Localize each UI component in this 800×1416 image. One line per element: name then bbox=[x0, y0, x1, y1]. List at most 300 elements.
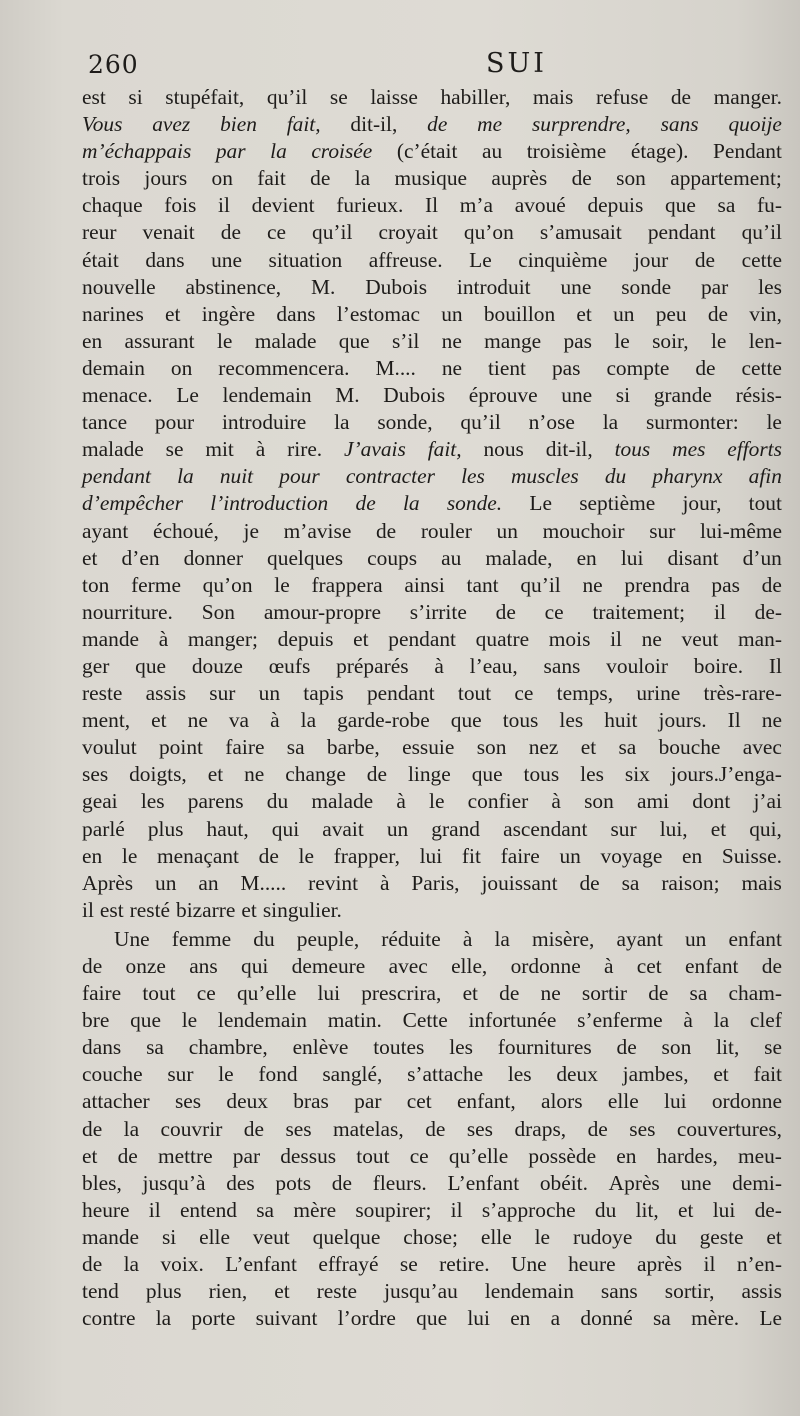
word: Après bbox=[608, 1170, 660, 1195]
word: tance bbox=[82, 410, 128, 435]
word: haut, bbox=[206, 816, 249, 841]
word: Son bbox=[201, 599, 235, 624]
word: en bbox=[682, 843, 703, 868]
word: obéit. bbox=[539, 1170, 588, 1195]
word: étage). bbox=[630, 139, 689, 164]
word: il bbox=[703, 1252, 716, 1277]
text-line bbox=[82, 897, 782, 924]
word: à bbox=[270, 708, 280, 733]
word: il bbox=[148, 1197, 161, 1222]
word: manger. bbox=[713, 85, 782, 109]
text-line bbox=[82, 518, 782, 545]
word: linge bbox=[407, 762, 451, 787]
word: dit-il, bbox=[545, 437, 593, 462]
word: bouillon bbox=[483, 301, 556, 326]
word: et bbox=[462, 981, 478, 1006]
word: lui bbox=[620, 545, 644, 570]
word: demeure bbox=[291, 954, 366, 978]
word: et bbox=[678, 1197, 694, 1222]
word: un bbox=[441, 301, 463, 326]
word: quelque bbox=[312, 1224, 381, 1249]
word: réduite bbox=[381, 926, 441, 951]
text-line bbox=[82, 653, 782, 680]
word: soupirer; bbox=[355, 1197, 432, 1222]
word: la bbox=[334, 410, 350, 435]
word: qui, bbox=[749, 816, 782, 841]
word: urine bbox=[636, 681, 681, 706]
word: qu’elle bbox=[236, 981, 297, 1006]
word: toutes bbox=[373, 1035, 425, 1060]
word: de bbox=[310, 166, 331, 191]
word: mère bbox=[293, 1197, 337, 1222]
word: affreuse. bbox=[368, 247, 443, 272]
text-line bbox=[82, 138, 782, 165]
word: et bbox=[241, 897, 257, 922]
word: pharynx bbox=[652, 464, 723, 489]
word: manger; bbox=[187, 626, 258, 651]
word: de bbox=[220, 220, 241, 245]
text-line bbox=[82, 953, 782, 980]
word: donner bbox=[183, 545, 243, 570]
word: le bbox=[766, 410, 782, 435]
word: habiller, bbox=[440, 85, 511, 109]
word: un bbox=[496, 518, 518, 543]
word: que bbox=[450, 708, 482, 733]
word: efforts bbox=[727, 437, 782, 462]
word: se bbox=[329, 85, 348, 109]
word: bouche bbox=[658, 735, 721, 760]
word: nourriture. bbox=[82, 599, 173, 624]
word: qui bbox=[241, 954, 269, 978]
word: pas bbox=[711, 572, 740, 597]
text-line bbox=[82, 626, 782, 653]
word: les bbox=[758, 274, 782, 299]
word: ses bbox=[629, 1116, 656, 1141]
word: de bbox=[571, 166, 592, 191]
word: ne bbox=[244, 762, 265, 787]
word: quatre bbox=[475, 626, 530, 651]
word: ton bbox=[82, 572, 110, 597]
word: à bbox=[379, 870, 390, 895]
word: deux bbox=[556, 1062, 598, 1087]
word: le bbox=[614, 328, 630, 353]
word: faire bbox=[225, 735, 265, 760]
word: matelas, bbox=[333, 1116, 404, 1141]
word: au bbox=[481, 139, 503, 164]
word: assis bbox=[741, 1279, 782, 1304]
word: jours bbox=[144, 166, 188, 191]
word: Il bbox=[425, 193, 439, 218]
word: prescrira, bbox=[361, 981, 442, 1006]
word: bien bbox=[220, 112, 257, 137]
word: elle bbox=[199, 1224, 230, 1249]
word: auprès bbox=[491, 166, 548, 191]
word: chaque bbox=[82, 193, 143, 218]
text-line bbox=[82, 1224, 782, 1251]
word: mange bbox=[484, 328, 542, 353]
word: fois bbox=[164, 193, 197, 218]
word: ayant bbox=[82, 518, 129, 543]
word: sonde. bbox=[446, 491, 503, 516]
word: est bbox=[82, 85, 106, 109]
text-line bbox=[82, 707, 782, 734]
word: reste bbox=[316, 1279, 358, 1304]
word: et bbox=[165, 301, 181, 326]
word: ne bbox=[441, 355, 463, 380]
word: malade bbox=[254, 328, 317, 353]
word: garde-robe bbox=[337, 708, 430, 733]
word: en bbox=[510, 1306, 531, 1331]
word: nous bbox=[483, 437, 524, 462]
word: disant bbox=[667, 545, 719, 570]
word: M. bbox=[311, 274, 336, 299]
text-line bbox=[82, 843, 782, 870]
word: lui bbox=[467, 1306, 490, 1331]
word: l’eau, bbox=[469, 653, 518, 678]
word: cham- bbox=[728, 981, 782, 1006]
word: il bbox=[82, 897, 94, 922]
word: ses bbox=[82, 762, 109, 787]
word: son bbox=[584, 789, 614, 814]
word: Une bbox=[511, 1252, 547, 1277]
word: Suisse. bbox=[721, 843, 782, 868]
word: assis bbox=[145, 681, 187, 706]
word: le bbox=[181, 1008, 198, 1033]
word: fu- bbox=[757, 193, 782, 218]
word: éprouve bbox=[468, 383, 538, 408]
word: tant bbox=[466, 572, 499, 597]
word: compte bbox=[606, 355, 670, 380]
word: enfant bbox=[685, 954, 739, 978]
word: retire. bbox=[439, 1252, 490, 1277]
word: préparés bbox=[336, 653, 409, 678]
word: s’attache bbox=[407, 1062, 484, 1087]
word: avec bbox=[388, 954, 428, 978]
word: contracter bbox=[345, 464, 435, 489]
word: dessus bbox=[280, 1143, 337, 1168]
word: l’estomac bbox=[336, 301, 420, 326]
word: Après bbox=[82, 870, 134, 895]
word: dont bbox=[692, 789, 731, 814]
word: la bbox=[123, 1116, 140, 1141]
word: confier bbox=[467, 789, 529, 814]
word: bizarre bbox=[176, 897, 236, 922]
word: Cette bbox=[402, 1008, 448, 1033]
word: ses bbox=[466, 1116, 493, 1141]
word: cet bbox=[406, 1089, 432, 1114]
text-line bbox=[82, 463, 782, 490]
word: temps, bbox=[556, 681, 614, 706]
word: malade bbox=[82, 437, 144, 462]
word: par bbox=[354, 1089, 382, 1114]
word: de bbox=[82, 954, 103, 978]
word: qu’il bbox=[312, 220, 353, 245]
text-line bbox=[82, 545, 782, 572]
word: les bbox=[461, 464, 485, 489]
word: et bbox=[82, 1143, 98, 1168]
word: se bbox=[399, 1252, 418, 1277]
word: de bbox=[707, 301, 729, 326]
word: hardes, bbox=[656, 1143, 718, 1168]
word: une bbox=[561, 383, 593, 408]
word: mes bbox=[672, 437, 706, 462]
word: de- bbox=[754, 1197, 782, 1222]
word: ferme bbox=[131, 572, 181, 597]
text-line bbox=[82, 816, 782, 843]
word: alors bbox=[541, 1089, 583, 1114]
text-line bbox=[82, 572, 782, 599]
word: douze bbox=[191, 653, 243, 678]
word: sa bbox=[717, 193, 736, 218]
word: pendant bbox=[388, 626, 456, 651]
word: en bbox=[616, 1143, 637, 1168]
text-line bbox=[82, 926, 782, 953]
word: ses bbox=[174, 1089, 202, 1114]
word: à bbox=[396, 789, 406, 814]
word: si bbox=[615, 383, 631, 408]
word: ce bbox=[514, 681, 534, 706]
word: par bbox=[232, 1143, 261, 1168]
word: six bbox=[624, 762, 650, 787]
word: les bbox=[507, 1062, 532, 1087]
page-number: 260 bbox=[88, 50, 139, 79]
word: traitement; bbox=[592, 599, 686, 624]
word: ainsi bbox=[404, 572, 445, 597]
word: lendemain bbox=[222, 383, 312, 408]
word: avec bbox=[742, 735, 782, 760]
word: Le bbox=[176, 383, 199, 408]
word: couche bbox=[82, 1062, 143, 1087]
word: voulut bbox=[82, 735, 137, 760]
text-line bbox=[82, 1197, 782, 1224]
word: au bbox=[441, 545, 462, 570]
word: ce bbox=[196, 981, 216, 1006]
word: très-rare- bbox=[703, 681, 782, 706]
word: qu’on bbox=[463, 220, 514, 245]
word: lui bbox=[419, 843, 443, 868]
word: de bbox=[499, 981, 520, 1006]
word: donné bbox=[580, 1306, 633, 1331]
word: elle bbox=[607, 1089, 639, 1114]
word: un bbox=[684, 926, 707, 951]
word: introduire bbox=[221, 410, 307, 435]
word: sur bbox=[209, 681, 236, 706]
word: à bbox=[551, 789, 561, 814]
word: de bbox=[117, 1143, 138, 1168]
word: sa bbox=[621, 870, 640, 895]
word: M..... bbox=[240, 870, 287, 895]
text-line bbox=[82, 761, 782, 788]
word: couvrir bbox=[160, 1116, 223, 1141]
word: suivant bbox=[255, 1306, 318, 1331]
word: pas bbox=[551, 355, 581, 380]
word: un bbox=[155, 870, 177, 895]
word: malade bbox=[311, 789, 374, 814]
word: enlève bbox=[292, 1035, 349, 1060]
word: plus bbox=[145, 1279, 182, 1304]
word: ger bbox=[82, 653, 110, 678]
word: croisée bbox=[311, 139, 373, 164]
word: nuit bbox=[219, 464, 254, 489]
word: d’empêcher bbox=[82, 491, 183, 516]
word: prendra bbox=[624, 572, 690, 597]
word: sa bbox=[146, 1035, 164, 1060]
word: cet bbox=[636, 954, 662, 978]
word: sa bbox=[286, 735, 305, 760]
word: cinquième bbox=[518, 247, 608, 272]
word: entend bbox=[179, 1197, 237, 1222]
word: la bbox=[270, 139, 287, 164]
word: sans bbox=[660, 112, 699, 137]
word: L’enfant bbox=[447, 1170, 520, 1195]
word: il bbox=[713, 599, 726, 624]
word: fit bbox=[461, 843, 481, 868]
text-line bbox=[82, 274, 782, 301]
word: lit, bbox=[716, 1035, 740, 1060]
word: Dubois bbox=[365, 274, 428, 299]
word: plus bbox=[147, 816, 184, 841]
word: qu’il bbox=[520, 572, 561, 597]
word: boire. bbox=[693, 653, 744, 678]
word: s’enferme bbox=[577, 1008, 663, 1033]
word: mit bbox=[205, 437, 234, 462]
word: trois bbox=[82, 166, 121, 191]
word: dans bbox=[276, 301, 316, 326]
word: de bbox=[616, 1035, 637, 1060]
word: L’enfant bbox=[225, 1252, 297, 1277]
word: de bbox=[375, 518, 397, 543]
word: rouler bbox=[420, 518, 472, 543]
word: mettre bbox=[157, 1143, 213, 1168]
word: pendant bbox=[82, 464, 151, 489]
text-line bbox=[82, 355, 782, 382]
word: il bbox=[610, 626, 622, 651]
word: si bbox=[161, 1224, 177, 1249]
word: la bbox=[300, 708, 317, 733]
word: et bbox=[353, 626, 369, 651]
page-header bbox=[88, 50, 778, 86]
word: reur bbox=[82, 220, 117, 245]
word: le bbox=[218, 1062, 234, 1087]
word: les bbox=[140, 789, 165, 814]
word: que bbox=[130, 1008, 161, 1033]
text-line bbox=[82, 490, 782, 517]
word: s’irrite bbox=[409, 599, 467, 624]
word: lit, bbox=[635, 1197, 659, 1222]
word: de bbox=[670, 85, 692, 109]
paragraph bbox=[82, 84, 782, 924]
word: tapis bbox=[303, 681, 344, 706]
word: tout bbox=[356, 1143, 390, 1168]
word: Pendant bbox=[713, 139, 782, 164]
word: recommencera. bbox=[218, 355, 350, 380]
word: revint bbox=[308, 870, 359, 895]
word: n’ose bbox=[528, 410, 575, 435]
word: jusqu’à bbox=[142, 1170, 206, 1195]
word: d’en bbox=[121, 545, 160, 570]
word: frapper, bbox=[333, 843, 400, 868]
word: du bbox=[604, 464, 627, 489]
word: attacher bbox=[82, 1089, 150, 1114]
word: du bbox=[594, 1197, 617, 1222]
word: m’avise bbox=[283, 518, 352, 543]
word: tout bbox=[748, 491, 782, 516]
word: onze bbox=[125, 954, 166, 978]
word: Paris, bbox=[411, 870, 460, 895]
word: de bbox=[355, 491, 376, 516]
word: et bbox=[576, 301, 592, 326]
word: pendant bbox=[366, 681, 435, 706]
word: jusqu’au bbox=[384, 1279, 458, 1304]
word: change bbox=[285, 762, 346, 787]
text-line bbox=[82, 1061, 782, 1088]
word: tout bbox=[457, 681, 492, 706]
word: ordonne bbox=[711, 1089, 782, 1114]
word: de bbox=[648, 981, 669, 1006]
word: jours. bbox=[658, 708, 707, 733]
word: peu bbox=[655, 301, 687, 326]
word: surprendre, bbox=[531, 112, 631, 137]
word: de bbox=[761, 954, 782, 978]
word: musique bbox=[394, 166, 468, 191]
word: essuie bbox=[402, 735, 455, 760]
word: j’ai bbox=[753, 789, 782, 814]
word: et bbox=[713, 1062, 729, 1087]
word: ayant bbox=[616, 926, 663, 951]
word: singulier. bbox=[262, 897, 342, 922]
word: et bbox=[274, 1279, 290, 1304]
word: Vous bbox=[82, 112, 123, 137]
word: matin. bbox=[327, 1008, 382, 1033]
word: que bbox=[471, 762, 503, 787]
word: Le bbox=[469, 247, 492, 272]
word: femme bbox=[171, 926, 232, 951]
word: lendemain bbox=[484, 1279, 574, 1304]
word: appartement; bbox=[670, 166, 782, 191]
word: an bbox=[198, 870, 219, 895]
word: quelques bbox=[267, 545, 344, 570]
word: demi- bbox=[732, 1170, 782, 1195]
word: furieux. bbox=[336, 193, 404, 218]
word: que bbox=[135, 653, 167, 678]
word: M. bbox=[335, 383, 360, 408]
word: bles, bbox=[82, 1170, 122, 1195]
word: ne bbox=[761, 708, 782, 733]
word: ne bbox=[187, 708, 208, 733]
word: à bbox=[462, 926, 473, 951]
word: dit-il, bbox=[350, 112, 398, 137]
word: ordonne bbox=[510, 954, 581, 978]
word: les bbox=[580, 762, 604, 787]
word: de bbox=[761, 572, 782, 597]
word: sa bbox=[652, 1306, 671, 1331]
word: introduit bbox=[456, 274, 531, 299]
word: veut bbox=[252, 1224, 290, 1249]
word: ment, bbox=[82, 708, 131, 733]
word: et bbox=[580, 735, 597, 760]
word: qu’il bbox=[741, 220, 782, 245]
word: troisième bbox=[526, 139, 607, 164]
word: en bbox=[82, 843, 103, 868]
word: sur bbox=[610, 816, 637, 841]
text-line bbox=[82, 788, 782, 815]
text-line bbox=[82, 382, 782, 409]
word: tient bbox=[487, 355, 527, 380]
word: en bbox=[576, 545, 597, 570]
word: demain bbox=[82, 355, 145, 380]
word: bre bbox=[82, 1008, 110, 1033]
word: parens bbox=[187, 789, 244, 814]
